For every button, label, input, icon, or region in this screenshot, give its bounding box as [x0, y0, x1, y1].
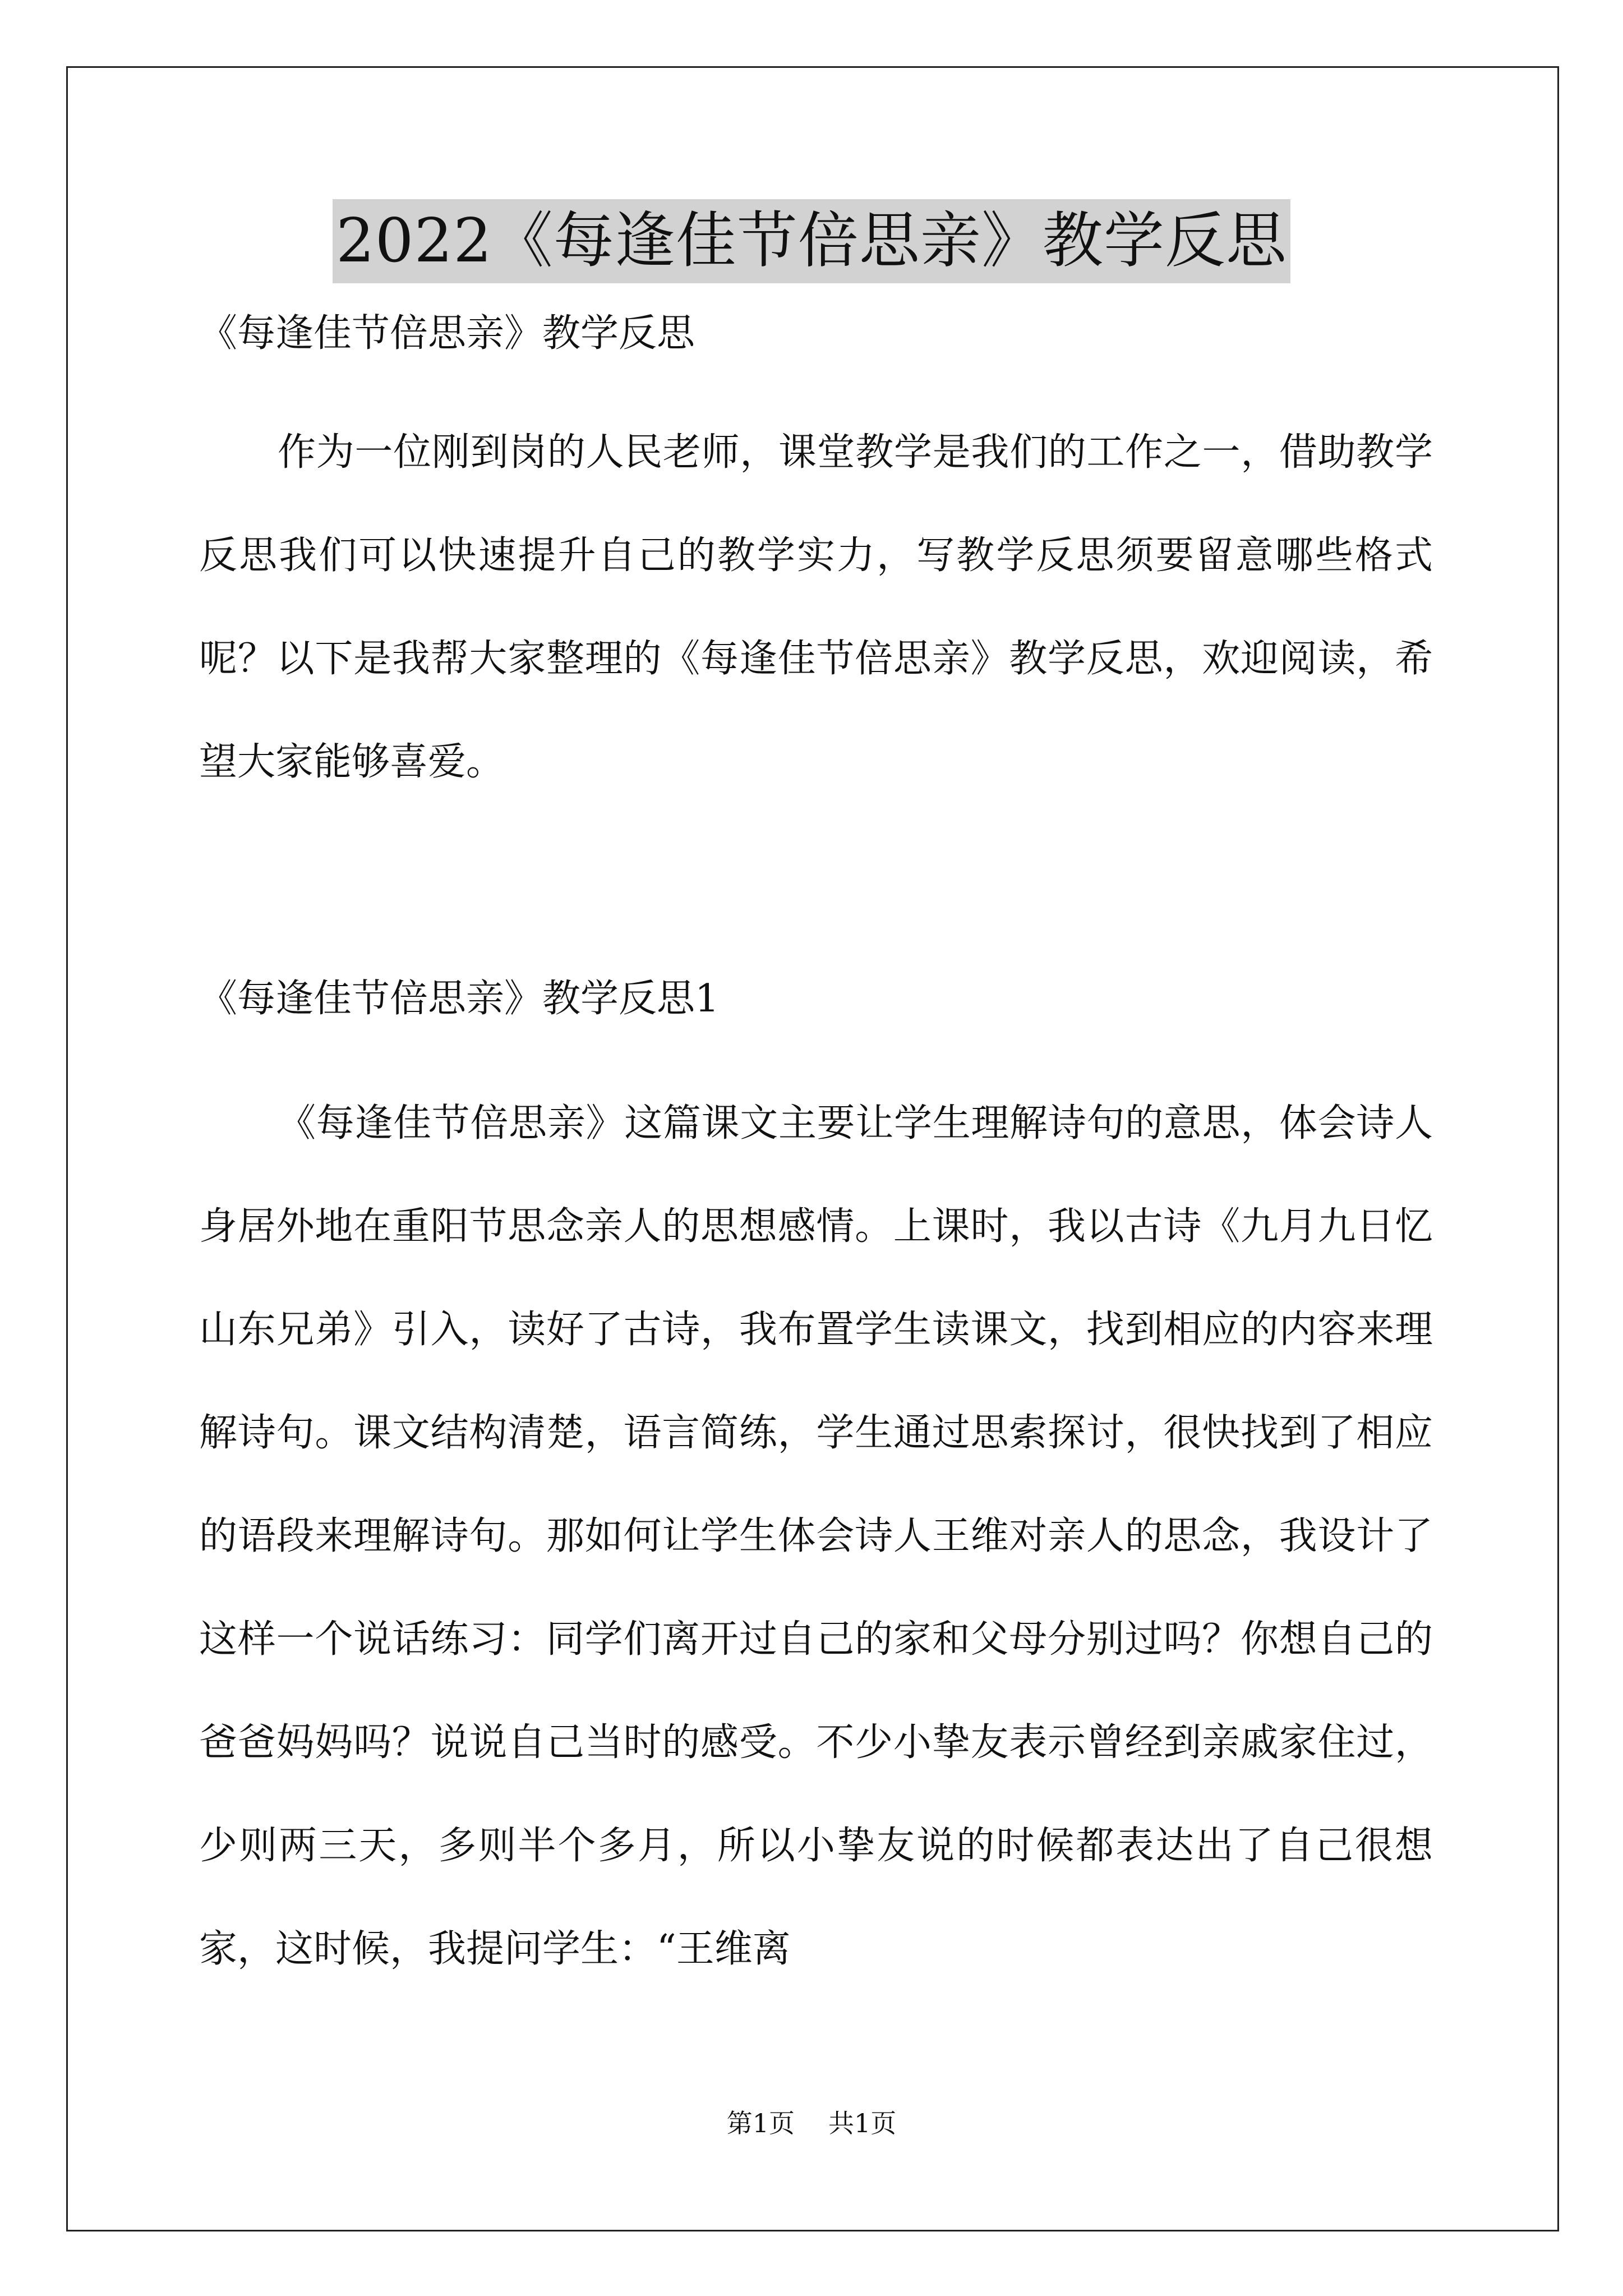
- page-number: 第1页: [726, 2108, 795, 2138]
- section-heading: 《每逢佳节倍思亲》教学反思1: [199, 977, 720, 1021]
- title-container: [0, 199, 1623, 283]
- document-body: [199, 306, 1433, 2001]
- intro-paragraph: 作为一位刚到岗的人民老师，课堂教学是我们的工作之一，借助教学反思我们可以快速提升自己的教学实力，写教学反思须要留意哪些格式呢？以下是我帮大家整理的《每逢佳节倍思亲》教学反思，欢迎阅读，希望大家能够喜爱。: [199, 430, 1433, 784]
- page-total: 共1页: [828, 2108, 897, 2138]
- section-paragraph: 《每逢佳节倍思亲》这篇课文主要让学生理解诗句的意思，体会诗人身居外地在重阳节思念亲人的思想感情。上课时，我以古诗《九月九日忆山东兄弟》引入，读好了古诗，我布置学生读课文，找到相应的内容来理解诗句。课文结构清楚，语言简练，学生通过思索探讨，很快找到了相应的语段来理解诗句。那如何让学生体会诗人王维对亲人的思念，我设计了这样一个说话练习：同学们离开过自己的家和父母分别过吗？你想自己的爸爸妈妈吗？说说自己当时的感受。不少小挚友表示曾经到亲戚家住过，少则两三天，多则半个多月，所以小挚友说的时候都表达出了自己很想家，这时候，我提问学生：“王维离: [199, 1101, 1433, 1971]
- document-title: 2022《每逢佳节倍思亲》教学反思: [333, 199, 1290, 283]
- page-footer: [0, 2106, 1623, 2140]
- intro-heading: 《每逢佳节倍思亲》教学反思: [199, 311, 695, 356]
